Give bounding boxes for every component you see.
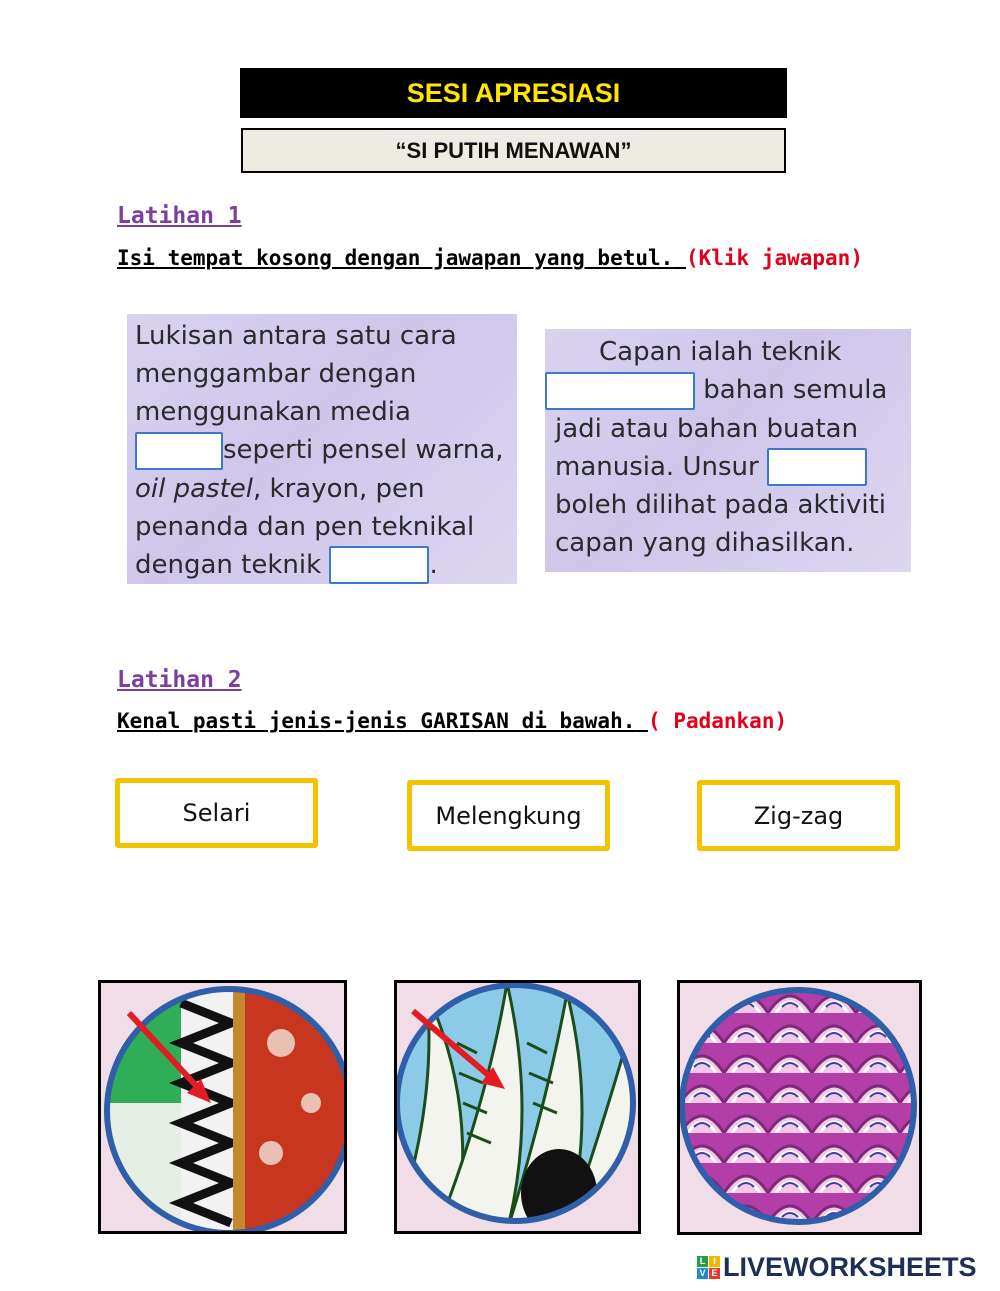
worksheet-title: SESI APRESIASI	[240, 68, 787, 118]
logo-icon: L I V E	[697, 1256, 720, 1279]
text-card-lukisan	[127, 314, 517, 584]
card-line: seperti pensel warna,	[135, 431, 517, 470]
card-line: bahan semula	[545, 371, 911, 410]
pattern-image-melengkung[interactable]	[394, 980, 641, 1234]
liveworksheets-logo	[697, 1252, 977, 1283]
scale-pattern-illustration	[680, 983, 919, 1232]
pattern-image-selari[interactable]	[677, 980, 922, 1235]
card-line: jadi atau bahan buatan	[555, 413, 859, 444]
card-line: Lukisan antara satu cara	[135, 321, 457, 351]
match-option-selari[interactable]: Selari	[115, 778, 318, 848]
card-line: boleh dilihat pada aktiviti	[555, 490, 886, 520]
latihan-2-hint: ( Padankan)	[648, 709, 788, 733]
leaf-pattern-illustration	[397, 983, 638, 1231]
latihan-1-hint: (Klik jawapan)	[685, 246, 863, 270]
text-card-capan	[545, 329, 911, 572]
latihan-2-heading: Latihan 2	[117, 667, 242, 693]
worksheet-subtitle: “SI PUTIH MENAWAN”	[241, 128, 786, 173]
latihan-1-instruction-text: Isi tempat kosong dengan jawapan yang betul.	[117, 246, 674, 270]
card-line: dengan teknik .	[135, 546, 517, 585]
card-line: oil pastel, krayon, pen	[135, 473, 425, 504]
match-option-melengkung[interactable]: Melengkung	[407, 780, 610, 851]
card-line: penanda dan pen teknikal	[135, 511, 475, 542]
answer-blank-3[interactable]	[545, 372, 695, 410]
card-line: Capan ialah teknik	[599, 337, 842, 367]
latihan-2-instruction	[117, 709, 787, 733]
card-line: menggunakan media	[135, 397, 411, 427]
answer-blank-2[interactable]	[329, 546, 429, 584]
answer-blank-1[interactable]	[135, 432, 223, 470]
pattern-image-zigzag[interactable]	[98, 980, 347, 1234]
latihan-1-instruction	[117, 246, 863, 270]
zigzag-pattern-illustration	[101, 983, 344, 1231]
card-line: menggambar dengan	[135, 359, 417, 389]
answer-blank-4[interactable]	[767, 448, 867, 486]
card-line: manusia. Unsur	[555, 448, 911, 487]
brand-name: LIVEWORKSHEETS	[723, 1252, 977, 1282]
match-option-zigzag[interactable]: Zig-zag	[697, 780, 900, 851]
latihan-2-instruction-text: Kenal pasti jenis-jenis GARISAN di bawah.	[117, 709, 636, 733]
card-line: capan yang dihasilkan.	[555, 528, 855, 558]
latihan-1-heading: Latihan 1	[117, 203, 242, 229]
